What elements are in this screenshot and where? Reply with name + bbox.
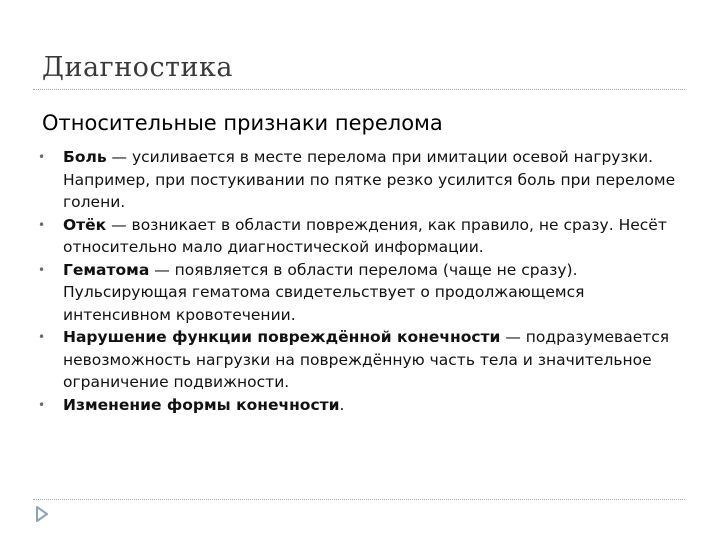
slide-title: Диагностика <box>42 52 233 83</box>
item-term: Боль <box>63 148 107 166</box>
item-text: — подразумевается невозможность нагрузки на повреждённую часть тела и значительное ограничение подвижности. <box>63 328 670 391</box>
item-text: — возникает в области повреждения, как правило, не сразу. Несёт относительно мало диагностической информации. <box>63 215 667 256</box>
slide-subtitle: Относительные признаки перелома <box>42 111 443 135</box>
bullet-icon: • <box>38 262 46 277</box>
bullet-icon: • <box>38 330 46 344</box>
list-item <box>36 259 696 327</box>
list-item <box>36 326 696 394</box>
footer-divider <box>33 499 685 500</box>
bullet-icon: • <box>38 397 46 412</box>
bullet-list <box>36 146 696 416</box>
item-term: Изменение формы конечности <box>63 395 340 414</box>
title-divider <box>33 89 685 90</box>
list-item <box>36 214 696 259</box>
item-text: — появляется в области перелома (чаще не сразу). Пульсирующая гематома свидетельствует о продолжающемся интенсивном кровотечении. <box>63 260 585 324</box>
item-term: Гематома <box>63 260 150 279</box>
item-text: — усиливается в месте перелома при имитации осевой нагрузки. Например, при постукивании по пятке резко усилится боль при переломе голени. <box>63 148 676 211</box>
bullet-icon: • <box>38 217 46 232</box>
triangle-right-icon[interactable] <box>35 506 49 522</box>
item-text: . <box>339 395 345 414</box>
list-item <box>36 394 696 417</box>
item-term: Нарушение функции повреждённой конечности <box>63 328 501 346</box>
bullet-icon: • <box>38 150 46 164</box>
list-item <box>36 146 696 214</box>
item-term: Отёк <box>63 215 107 234</box>
